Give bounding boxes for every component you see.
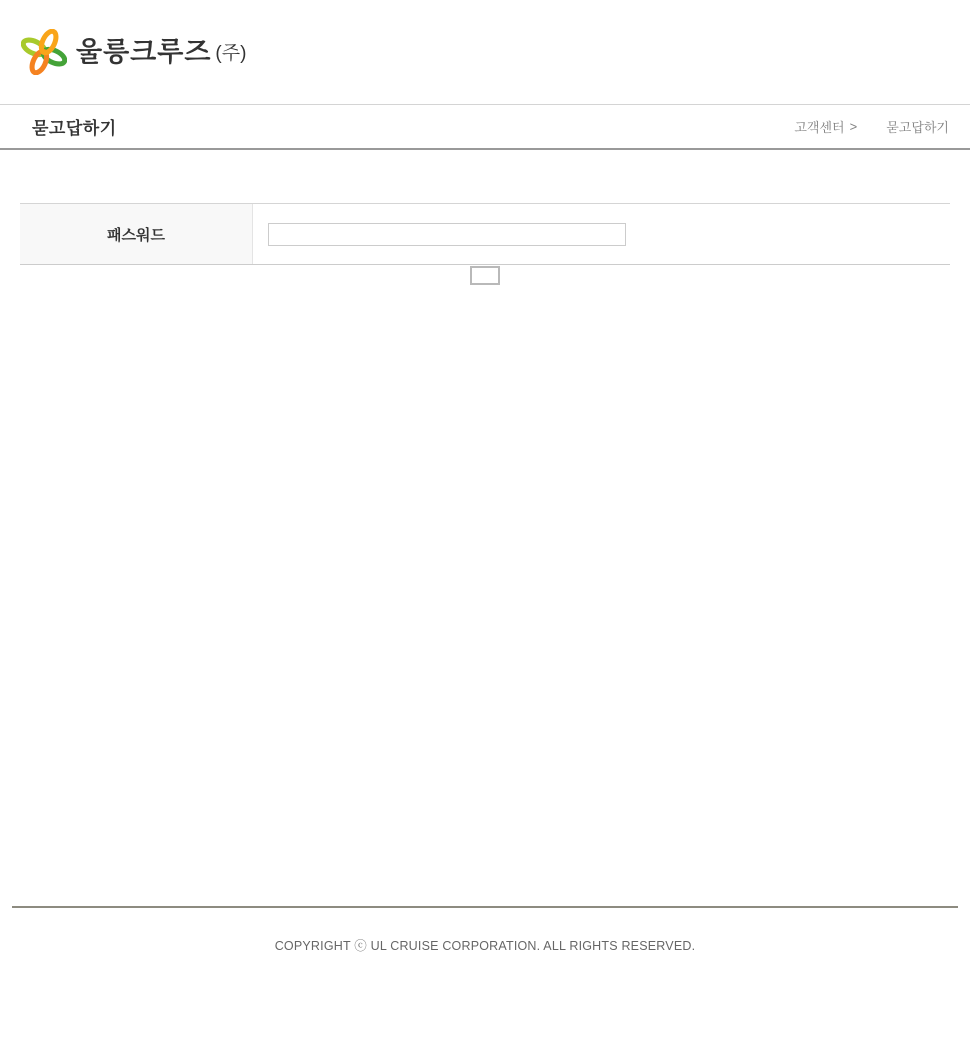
breadcrumb-separator-icon: >	[849, 119, 858, 134]
logo-company-suffix: (주)	[215, 42, 247, 64]
password-input[interactable]	[268, 223, 626, 246]
password-form-table	[20, 203, 950, 265]
copyright-text: COPYRIGHT ⓒ UL CRUISE CORPORATION. ALL RIGHTS RESERVED.	[274, 939, 696, 953]
footer	[12, 906, 958, 1042]
logo-pinwheel-icon	[21, 29, 67, 75]
logo-company-name: 울릉크루즈	[76, 36, 212, 67]
site-header	[0, 0, 970, 105]
page-title: 묻고답하기	[32, 119, 117, 138]
main-content	[0, 150, 970, 285]
submit-row	[0, 266, 970, 285]
submit-button[interactable]	[470, 266, 500, 285]
breadcrumb	[794, 117, 949, 136]
password-input-cell	[253, 204, 950, 264]
password-label-cell: 패스워드	[20, 204, 253, 264]
breadcrumb-current: 묻고답하기	[886, 120, 949, 135]
logo[interactable]	[0, 0, 251, 75]
title-bar	[0, 105, 970, 150]
breadcrumb-parent[interactable]: 고객센터	[794, 120, 845, 135]
